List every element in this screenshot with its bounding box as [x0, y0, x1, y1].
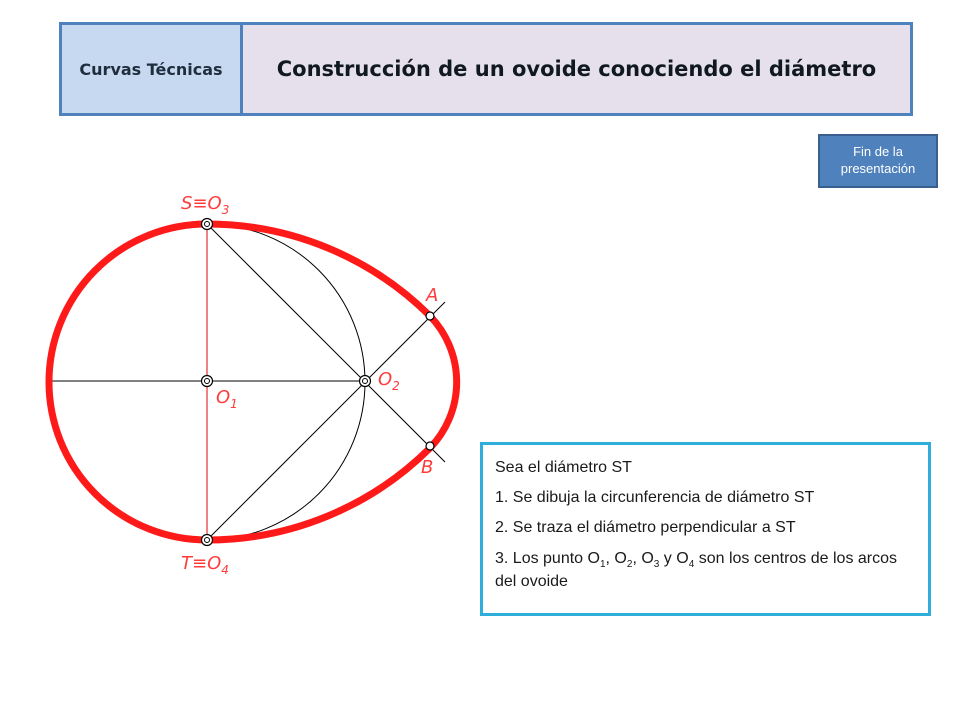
point-A	[426, 312, 434, 320]
construction-circle-arc	[207, 224, 365, 540]
label-B: B	[421, 457, 434, 478]
label-O1: $O_1$	[216, 387, 238, 411]
line-T-to-A	[207, 302, 445, 540]
label-T-O4: $T\equiv O_4$	[181, 553, 229, 577]
header-category-text: Curvas Técnicas	[79, 59, 223, 79]
instruction-step-2: 2. Se traza el diámetro perpendicular a ST	[495, 519, 796, 536]
point-O1	[202, 376, 213, 387]
label-S-O3: $S\equiv O_3$	[181, 193, 230, 217]
point-T	[202, 535, 213, 546]
label-A: A	[426, 285, 439, 306]
label-O2: $O_2$	[378, 369, 400, 393]
line-S-to-B	[207, 224, 445, 462]
page-title-text: Construcción de un ovoide conociendo el diámetro	[276, 57, 877, 81]
instructions-box	[480, 442, 931, 616]
point-B	[426, 442, 434, 450]
point-S	[202, 219, 213, 230]
end-presentation-label: Fin de la presentación	[840, 144, 916, 176]
instruction-step-1: 1. Se dibuja la circunferencia de diámetro ST	[495, 489, 815, 506]
instruction-step-3: 3. Los punto $O_1$, $O_2$, $O_3$ y $O_4$ son los centros de los arcos del ovoide	[495, 550, 898, 590]
instruction-intro: Sea el diámetro ST	[495, 459, 632, 476]
point-O2	[360, 376, 371, 387]
